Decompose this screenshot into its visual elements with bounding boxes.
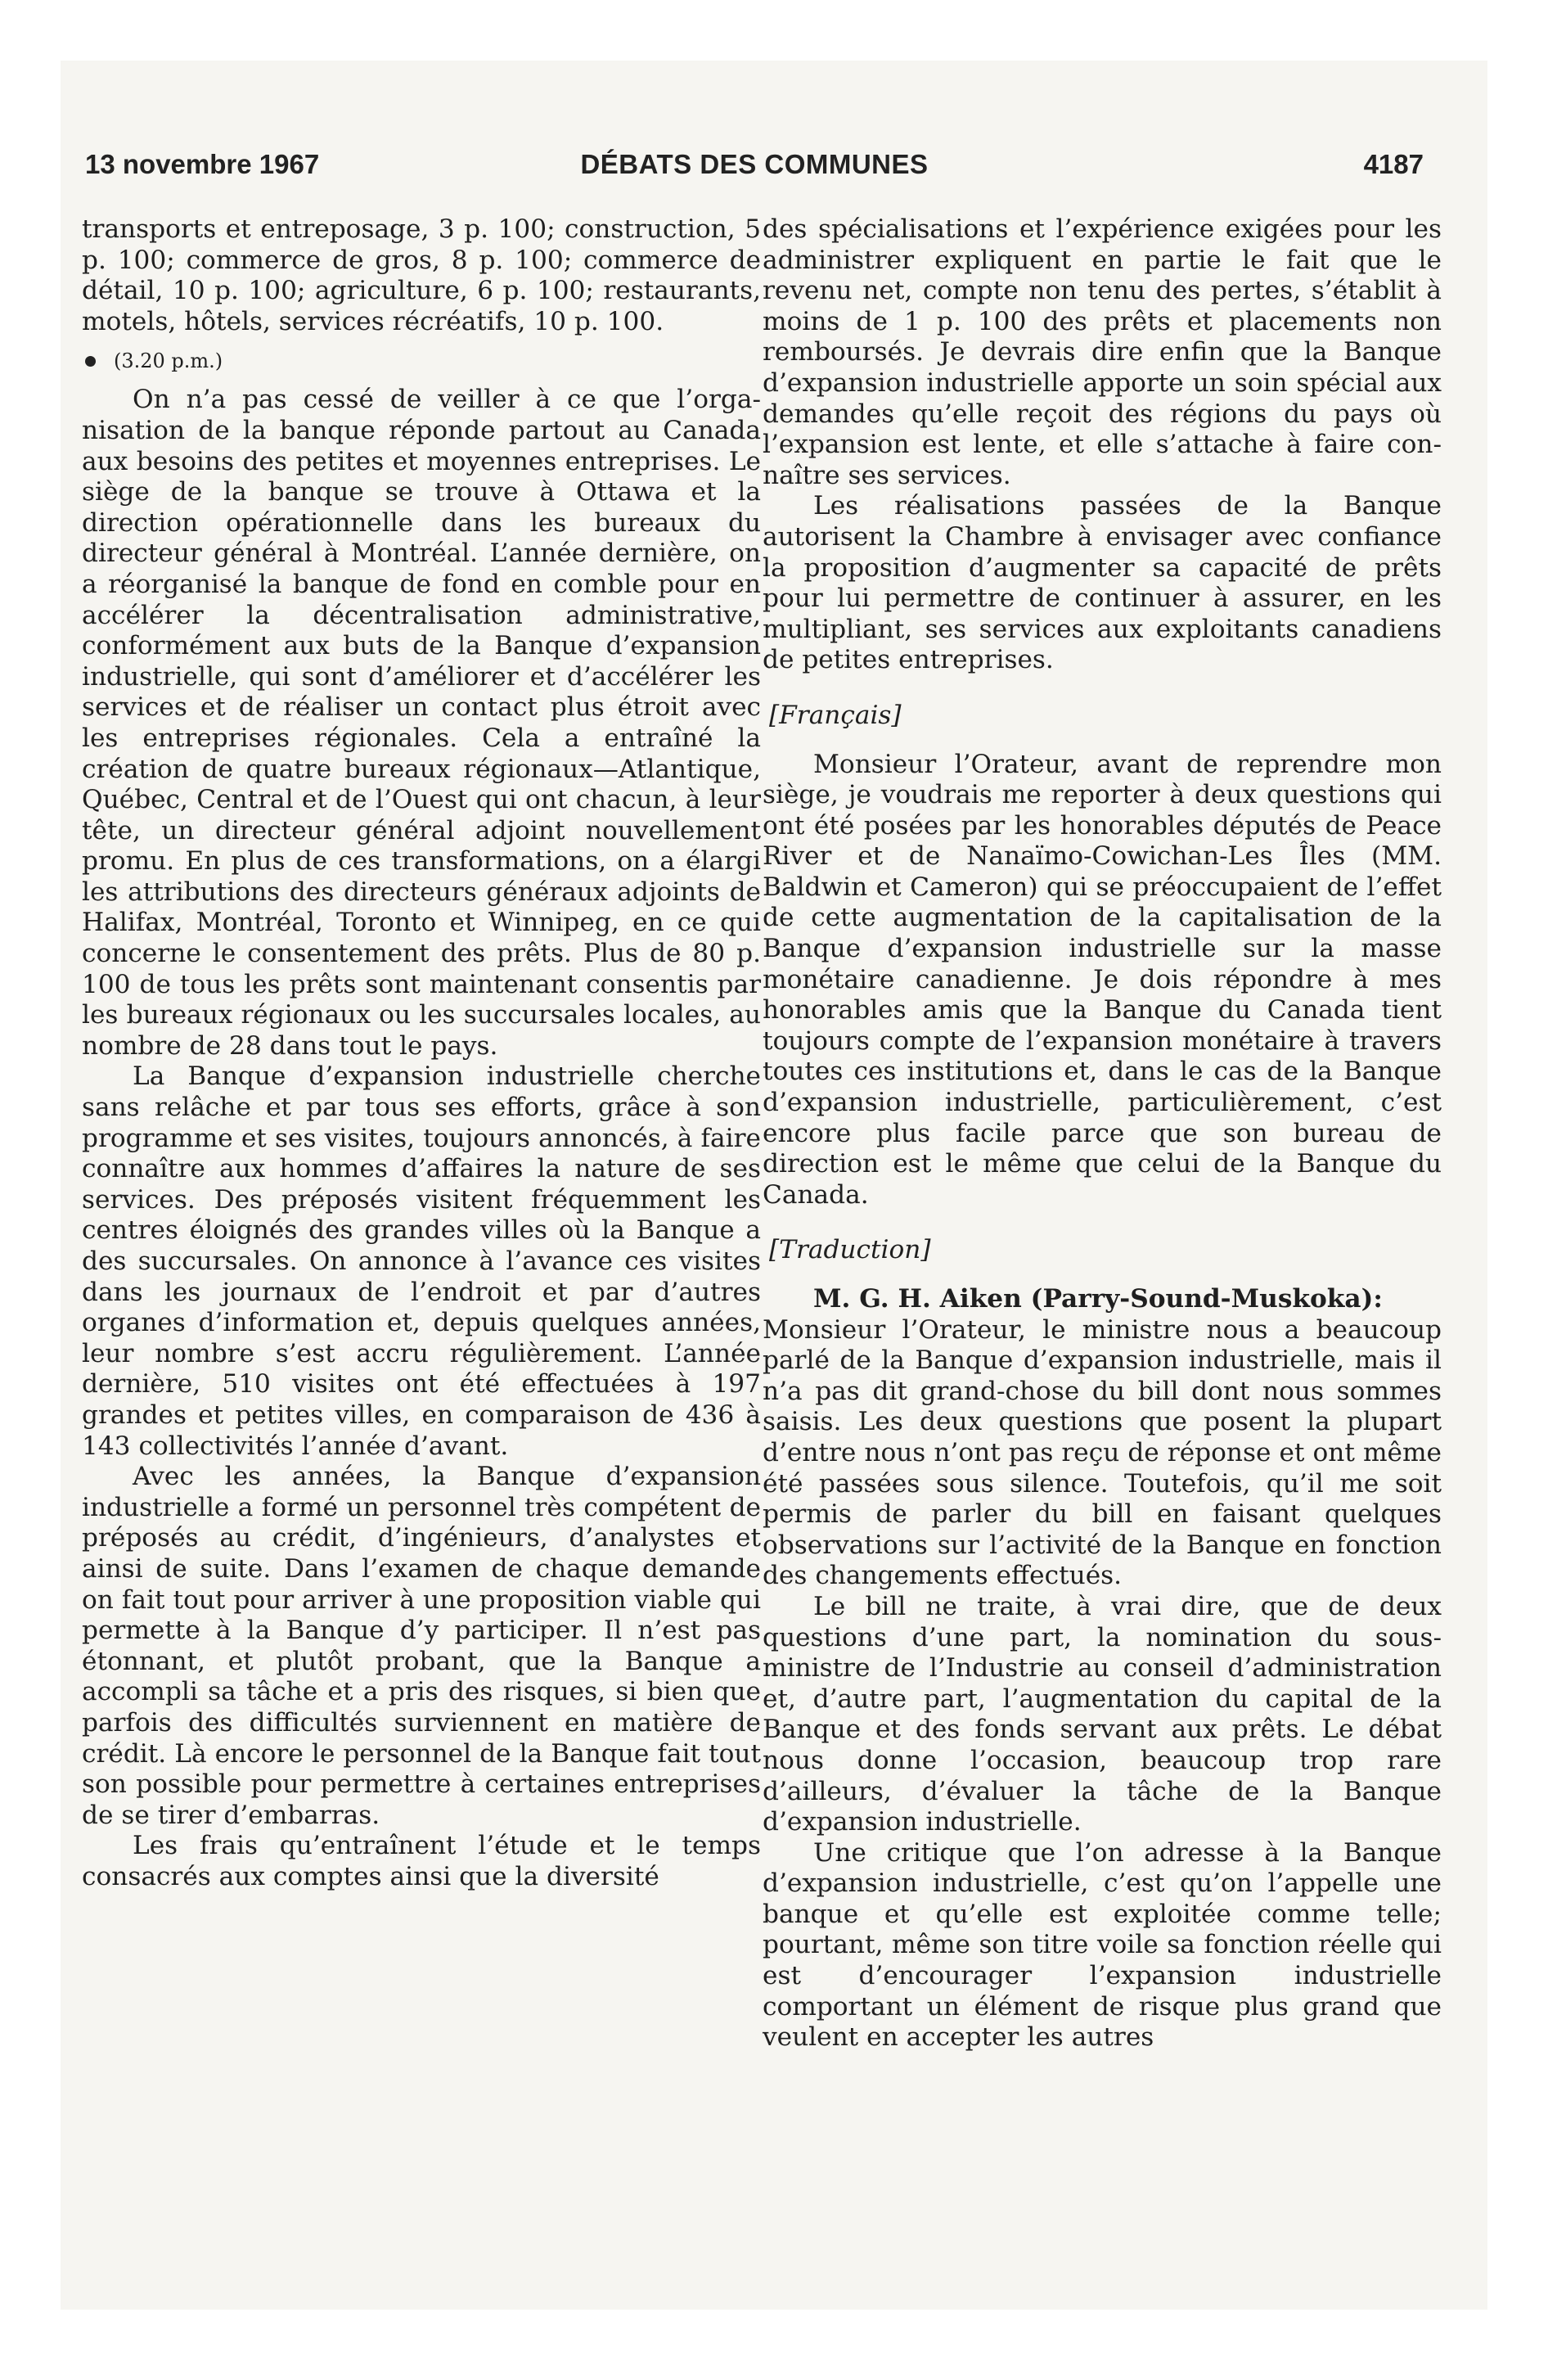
page-header [85, 149, 1424, 190]
paragraph: des spécialisations et l’expérience exigées pour les administrer expliquent en partie le fait que le revenu net, compte non tenu des pertes, s’établit à moins de 1 p. 100 des prêts et placements non remboursés. Je devrais dire enfin que la Banque d’expansion industrielle apporte un soin spécial aux demandes qu’elle reçoit des régions du pays où l’expansion est lente, et elle s’attache à faire connaître ses services. [763, 214, 1442, 490]
speaker-paragraph [763, 1284, 1442, 1315]
paragraph: Avec les années, la Banque d’expansion industrielle a formé un personnel très compétent de préposés au crédit, d’ingénieurs, d’analystes et ainsi de suite. Dans l’examen de chaque demande on fait tout pour arriver à une proposition viable qui permette à la Banque d’y participer. Il n’est pas étonnant, et plutôt probant, que la Banque a accompli sa tâche et a pris des risques, si bien que parfois des difficultés surviennent en matière de crédit. Là encore le personnel de la Banque fait tout son possible pour permettre à certaines entreprises de se tirer d’embarras. [82, 1462, 761, 1830]
language-marker: [Français] [769, 700, 902, 730]
paragraph: On n’a pas cessé de veiller à ce que l’organisation de la banque réponde partout au Canada aux besoins des petites et moyennes entreprises. Le siège de la banque se trouve à Ottawa et la direction opérationnelle dans les bureaux du directeur général à Montréal. L’année dernière, on a réorganisé la banque de fond en comble pour en accélérer la décentralisation administrative, conformément aux buts de la Banque d’expansion industrielle, qui sont d’améliorer et d’accélérer les services et de réaliser un contact plus étroit avec les entreprises régionales. Cela a entraîné la création de quatre bureaux régionaux—Atlantique, Québec, Central et de l’Ouest qui ont chacun, à leur tête, un directeur général adjoint nouvellement promu. En plus de ces transformations, on a élargi les attributions des directeurs généraux adjoints de Halifax, Montréal, Toronto et Winnipeg, en ce qui concerne le consentement des prêts. Plus de 80 p. 100 de tous les prêts sont maintenant consentis par les bureaux régionaux ou les succursales locales, au nombre de 28 dans tout le pays. [82, 385, 761, 1061]
time-marker [82, 349, 761, 373]
paragraph: Les réalisations passées de la Banque autorisent la Chambre à envisager avec confiance la proposition d’augmenter sa capacité de prêts pour lui permettre de continuer à assurer, en les multipliant, ses services aux exploitants canadiens de petites entreprises. [763, 491, 1442, 675]
paragraph: Les frais qu’entraînent l’étude et le temps consacrés aux comptes ainsi que la diversité [82, 1831, 761, 1891]
page-number: 4187 [1363, 149, 1424, 179]
paragraph: Le bill ne traite, à vrai dire, que de deux questions d’une part, la nomination du sous-ministre de l’Industrie au conseil d’administration et, d’autre part, l’augmentation du capital de la Banque et des fonds servant aux prêts. Le débat nous donne l’occasion, beaucoup trop rare d’ailleurs, d’évaluer la tâche de la Banque d’expansion industrielle. [763, 1591, 1442, 1837]
time-marker-text: (3.20 p.m.) [114, 349, 223, 373]
paragraph: Monsieur l’Orateur, le ministre nous a beaucoup parlé de la Banque d’expansion industrielle, mais il n’a pas dit grand-chose du bill dont nous sommes saisis. Les deux questions que posent la plupart d’entre nous n’ont pas reçu de réponse et ont même été passées sous silence. Toutefois, qu’il me soit permis de parler du bill en faisant quelques observations sur l’activité de la Banque en fonction des changements effectués. [763, 1314, 1442, 1591]
header-title: DÉBATS DES COMMUNES [580, 149, 929, 179]
left-column [82, 214, 761, 1892]
paragraph: Une critique que l’on adresse à la Banque d’expansion industrielle, c’est qu’on l’appelle une banque et qu’elle est exploitée comme telle; pourtant, même son titre voile sa fonction réelle qui est d’encourager l’expansion industrielle comportant un élément de risque plus grand que veulent en accepter les autres [763, 1837, 1442, 2053]
right-column [763, 214, 1442, 2053]
paragraph: La Banque d’expansion industrielle cherche sans relâche et par tous ses efforts, grâce à son programme et ses visites, toujours annoncés, à faire connaître aux hommes d’affaires la nature de ses services. Des préposés visitent fréquemment les centres éloignés des grandes villes où la Banque a des succursales. On annonce à l’avance ces visites dans les journaux de l’endroit et par d’autres organes d’information et, depuis quelques années, leur nombre s’est accru régulièrement. L’année dernière, 510 visites ont été effectuées à 197 grandes et petites villes, en comparaison de 436 à 143 collectivités l’année d’avant. [82, 1062, 761, 1461]
paragraph: Monsieur l’Orateur, avant de reprendre mon siège, je voudrais me reporter à deux questions qui ont été posées par les honorables députés de Peace River et de Nanaïmo-Cowichan-Les Îles (MM. Baldwin et Cameron) qui se préoccupaient de l’effet de cette augmentation de la capitalisation de la Banque d’expansion industrielle sur la masse monétaire canadienne. Je dois répondre à mes honorables amis que la Banque du Canada tient toujours compte de l’expansion monétaire à travers toutes ces institutions et, dans le cas de la Banque d’expansion industrielle, particulièrement, c’est encore plus facile parce que son bureau de direction est le même que celui de la Banque du Canada. [763, 749, 1442, 1210]
bullet-icon [85, 356, 96, 367]
language-marker: [Traduction] [769, 1235, 931, 1265]
header-date: 13 novembre 1967 [85, 149, 320, 179]
paragraph-statistics: transports et entreposage, 3 p. 100; construction, 5 p. 100; commerce de gros, 8 p. 100; commerce de détail, 10 p. 100; agriculture, 6 p. 100; restaurants, motels, hôtels, services récréatifs, 10 p. 100. [82, 214, 761, 336]
speaker-name: M. G. H. Aiken (Parry-Sound-Muskoka): [813, 1284, 1383, 1314]
